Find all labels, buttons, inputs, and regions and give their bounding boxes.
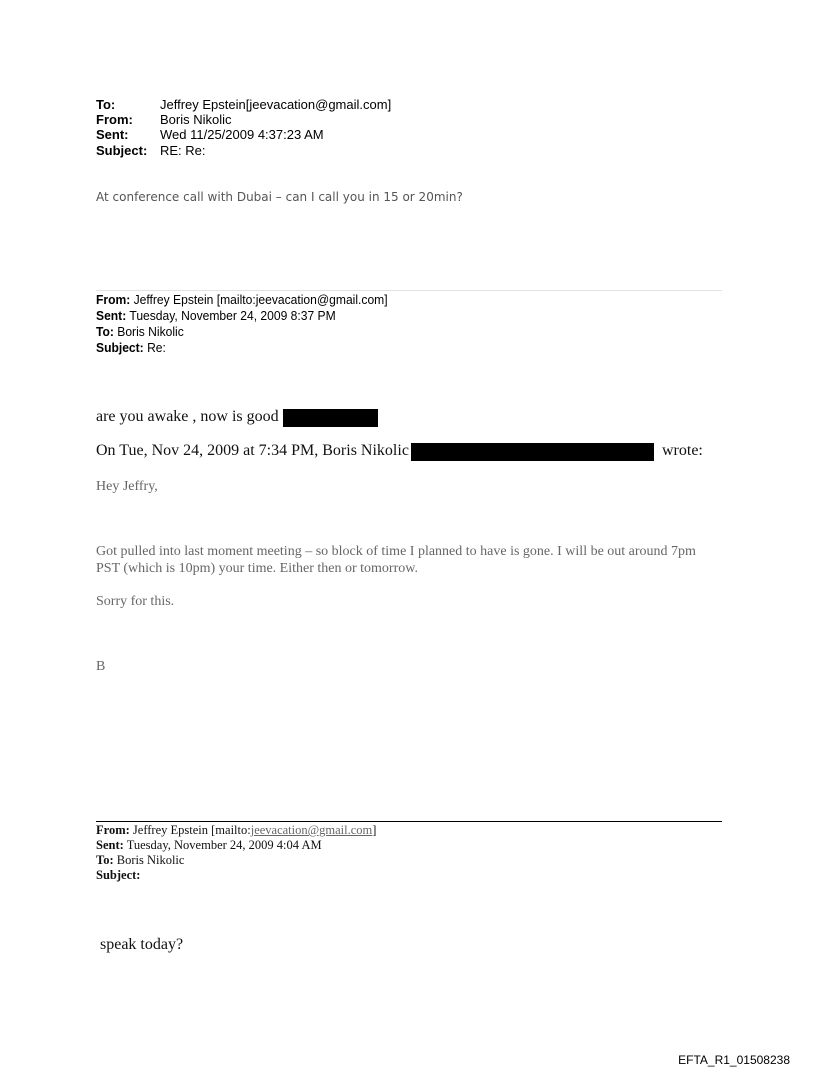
email2-subject-row (96, 340, 166, 356)
redaction-block (283, 409, 378, 427)
email1-subject-label: Subject: (96, 143, 148, 158)
email2-sent-label: Sent: (96, 308, 127, 323)
email1-from-label: From: (96, 112, 133, 127)
email2-quote-intro-suffix: wrote: (662, 442, 703, 459)
email3-subject-row (96, 868, 140, 883)
email1-from-value: Boris Nikolic (160, 112, 232, 127)
email1-body: At conference call with Dubai – can I call you in 15 or 20min? (96, 190, 463, 204)
email3-sent-value: Tuesday, November 24, 2009 4:04 AM (126, 838, 322, 852)
document-id: EFTA_R1_01508238 (678, 1053, 790, 1067)
email2-body: are you awake , now is good (96, 408, 279, 425)
email2-to-value: Boris Nikolic (117, 324, 184, 339)
email2-quote-line1: Got pulled into last moment meeting – so block of time I planned to have is gone. I will be out around 7pm (96, 544, 696, 559)
email2-from-value: Jeffrey Epstein [mailto:jeevacation@gmail.com] (133, 292, 388, 307)
email3-from-label: From: (96, 823, 130, 837)
email3-from-close: ] (372, 823, 377, 837)
email2-from-row (96, 292, 388, 308)
email2-quote-line2: PST (which is 10pm) your time. Either then or tomorrow. (96, 561, 418, 576)
email3-to-value: Boris Nikolic (116, 853, 185, 867)
email3-body: speak today? (100, 936, 184, 953)
email2-sent-row (96, 308, 336, 324)
email2-sent-value: Tuesday, November 24, 2009 8:37 PM (129, 308, 336, 323)
email1-sent-value: Wed 11/25/2009 4:37:23 AM (160, 127, 324, 142)
email2-subject-value: Re: (147, 340, 166, 355)
email3-from-row (96, 823, 376, 838)
email2-from-label: From: (96, 292, 131, 307)
divider (96, 821, 722, 822)
email3-sent-row (96, 838, 322, 853)
email2-quote-intro: On Tue, Nov 24, 2009 at 7:34 PM, Boris Nikolic (96, 442, 409, 459)
email3-subject-label: Subject: (96, 868, 141, 882)
email2-quote-salutation: Hey Jeffry, (96, 479, 158, 494)
email2-to-row (96, 324, 184, 340)
email3-to-label: To: (96, 853, 114, 867)
email3-from-name: Jeffrey Epstein [mailto: (132, 823, 251, 837)
email2-subject-label: Subject: (96, 340, 144, 355)
email3-to-row (96, 853, 184, 868)
email2-quote-signoff: B (96, 659, 106, 674)
divider (96, 290, 722, 291)
redaction-block (411, 443, 654, 461)
email3-sent-label: Sent: (96, 838, 124, 852)
email1-to-value: Jeffrey Epstein[jeevacation@gmail.com] (160, 97, 392, 112)
email1-sent-label: Sent: (96, 127, 129, 142)
email2-quote-apology: Sorry for this. (96, 594, 175, 609)
email1-subject-value: RE: Re: (160, 143, 206, 158)
email3-from-link[interactable]: jeevacation@gmail.com (250, 823, 373, 837)
email2-to-label: To: (96, 324, 114, 339)
email1-to-label: To: (96, 97, 116, 112)
